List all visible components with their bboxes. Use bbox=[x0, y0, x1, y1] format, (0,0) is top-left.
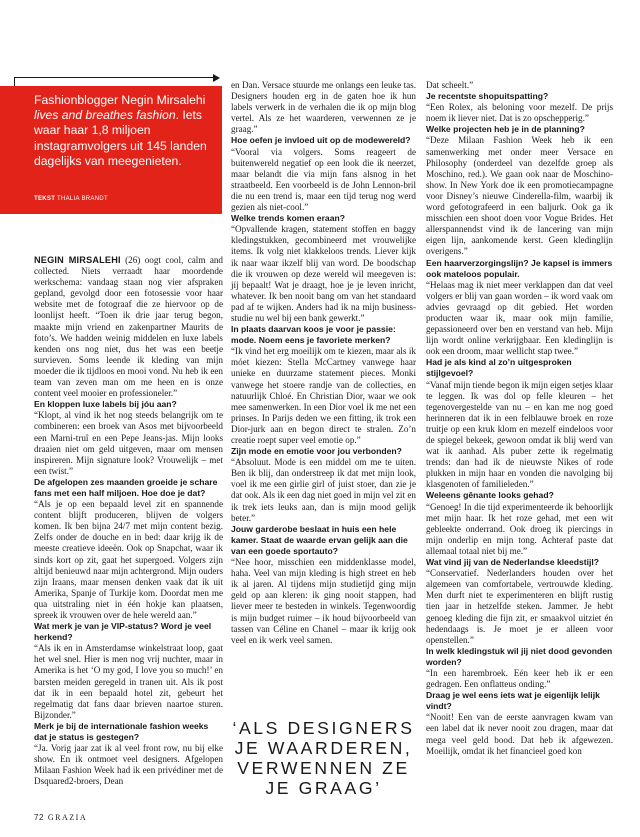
answer-paragraph: “Opvallende kragen, statement stoffen en baggy kledingstukken, gecombineerd met vrouwelijke items. Ik volg niet klakkeloos trends. Liever kijk ik naar waar ikzelf blij van word. De boodschap die ik vrouwen op deze wereld wil meegeven is: jíj bepaalt! Wat je draagt, hoe je je leven inricht, whatever. Ik ben nooit bang om van het standaard pad af te wijken. Anders had ik na mijn business-studie nu wel bij een bank gewerkt.” bbox=[231, 224, 416, 323]
answer-paragraph: “Vooral via volgers. Soms reageert de buitenwereld negatief op een look die ik neerzet, maar belandt die via mijn fans alsnog in het straatbeeld. Een voorbeeld is de John Lennon-bril die nu een trend is, maar een tijd terug nog werd gezien als niet-cool.” bbox=[231, 146, 416, 213]
answer-paragraph: “Klopt, al vind ik het nog steeds belangrijk om te combineren: een broek van Asos met bijvoorbeeld een Marni-truî en een Pepe Jeans-jas. Mijn looks draaien niet om geld uitgeven, maar om mensen inspireren. Mijn signature look? Vrouwelijk – met een twist.” bbox=[34, 410, 223, 476]
answer-paragraph: “Ja. Vorig jaar zat ik al veel front row, nu bij elke show. En ik ontmoet veel designers. Afgelopen Milaan Fashion Week had ik een privédiner met de Dsquared2-broers, Dean bbox=[34, 743, 223, 787]
frame-top-line bbox=[14, 77, 214, 78]
interview-question: De afgelopen zes maanden groeide je schare fans met een half miljoen. Hoe doe je dat? bbox=[34, 476, 218, 498]
pull-quote: ‘ALS DESIGNERS JE WAARDEREN, VERWENNEN ZE JE GRAAG’ bbox=[232, 718, 415, 798]
interview-question: En kloppen luxe labels bij jóu aan? bbox=[34, 399, 177, 410]
interview-question: Wat vind jij van de Nederlandse kleedstijl? bbox=[426, 557, 600, 568]
answer-paragraph: “Absoluut. Mode is een middel om me te uiten. Ben ik blij, dan onderstreep ik dat met mijn look, voel ik me een girlie girl of juist stoer, dan zie je dat ook. Als ik een dag niet goed in mijn vel zit en ik trek iets leuks aan, dan is mijn mood gelijk beter.” bbox=[231, 457, 416, 523]
answer-paragraph: en Dan. Versace stuurde me onlangs een leuke tas. Designers houden erg in de gaten hoe ik hun labels verwerk in de verhalen die ik op mijn blog vertel. Als ze het waarderen, verwennen ze je graag.” bbox=[231, 80, 416, 135]
interview-question: Had je als kind al zo’n uitgesproken stijlgevoel? bbox=[426, 357, 572, 379]
answer-paragraph: Dat scheelt.” bbox=[426, 80, 474, 90]
interview-question: Welke projecten heb je in de planning? bbox=[426, 124, 585, 135]
article-column-3 bbox=[426, 80, 613, 757]
answer-paragraph: “Deze Milaan Fashion Week heb ik een samenwerking met onder meer Versace en Philosophy (onderdeel van dezelfde groep als Moschino, red.). We gaan ook naar de Moschino-show. In New York doe ik een promotiecampagne voor Disney’s nieuwe Cinderella-film, waarbij ik word gefotografeerd in een baljurk. Ook ga ik misschien een shoot doen voor Vogue Brides. Het allerspannendst vind ik de lancering van mijn eigen lijn, aankomende kerst. Geen kledinglijn overigens.” bbox=[426, 135, 613, 257]
answer-paragraph: “Nooit! Een van de eerste aanvragen kwam van een label dat ik never nooit zou dragen, maar dat mega veel geld bood. Dat heb ik afgewezen. Moeilijk, omdat ik het financieel goed kon bbox=[426, 712, 613, 756]
article-column-2 bbox=[231, 80, 416, 646]
frame-arrow-right bbox=[213, 74, 220, 82]
lead-text: (26) oogt cool, calm and collected. Niets verraadt haar moordende werkschema: vandaag staan nog vier afspraken gepland, gevolgd door een fotosessie voor haar website met de fotograaf die ze hiervoor op de loonlijst heeft. “Toen ik drie jaar terug begon, maakte mijn vriend en zakenpartner Maurits de foto’s. We hadden weinig middelen en luxe labels kenden ons nog niet, dus het was een beetje survieven. Soms leende ik kleding van mijn moeder die ik tijdloos en mooi vond. Nu heb ik een team van zeven man om me heen en is onze content veel mooier en professioneler.” bbox=[34, 255, 223, 399]
interview-question: Welke trends komen eraan? bbox=[231, 213, 345, 224]
page-number: 72 bbox=[34, 813, 44, 822]
answer-paragraph: “Een Rolex, als beloning voor mezelf. De prijs noem ik liever niet. Dat is zo opschepperig.” bbox=[426, 102, 613, 124]
author-credit: TEKST THALIA BRANDT bbox=[34, 196, 108, 202]
interview-question: Zijn mode en emotie voor jou verbonden? bbox=[231, 446, 402, 457]
interview-question: Een haarverzorgingslijn? Je kapsel is immers ook mateloos populair. bbox=[426, 257, 613, 279]
interview-question: Hoe oefen je invloed uit op de modewereld? bbox=[231, 135, 411, 146]
answer-paragraph: “Als je op een bepaald level zit en spannende content blijft produceren, blijven de volgers komen. Ik ben bijna 24/7 met mijn content bezig. Zelfs onder de douche en in bed: daar krijg ik de meeste creatieve ideeën. Ook op Snapchat, waar ik sinds kort op zit, gaat het supergoed. Volgers zijn altijd benieuwd naar mijn achtergrond. Mijn ouders zijn Iraans, maar mensen denken vaak dat ik uit Amerika, Spanje of Turkije kom. Doordat men me qua uitstraling niet in één hokje kan plaatsen, spreek ik vrouwen over de hele wereld aan.” bbox=[34, 499, 223, 620]
interview-question: Wat merk je van je VIP-status? Word je veel herkend? bbox=[34, 621, 212, 643]
answer-paragraph: “Ik vind het erg moeilijk om te kiezen, maar als ik móet kiezen: Stella McCartney vanwege haar unieke en duurzame statement pieces. Monki vanwege het stoere randje van de collecties, en natuurlijk Chloé. En Christian Dior, waar we ook mee samenwerken. In een Dior voel ik me net een prinses. In Parijs deden we een fitting, ik trok een Dior-jurk aan en begon direct te stralen. Zo’n creatie roept super veel emotie op.” bbox=[231, 346, 416, 445]
interview-question: Je recentste shopuitspatting? bbox=[426, 91, 549, 102]
answer-paragraph: “Vanaf mijn tiende begon ik mijn eigen setjes klaar te leggen. Ik was dol op felle kleuren – het tegenovergestelde van nu – en kan me nog goed herinneren dat ik in een felblauwe broek en roze truitje op een kruk klom en mezelf eindeloos voor de spiegel bekeek, gewoon omdat ik blij werd van wat ik aanhad. Als puber zette ik regelmatig trends: dan had ik de nieuwste Nikes of rode plukken in mijn haar en vonden die navolging bij klasgenoten of familieleden.” bbox=[426, 379, 614, 490]
intro-box bbox=[0, 86, 222, 214]
interview-question: In plaats daarvan koos je voor je passie: mode. Noem eens je favoriete merken? bbox=[231, 324, 396, 346]
interviewee-name: NEGIN MIRSALEHI bbox=[34, 255, 121, 265]
answer-paragraph: “Als ik en in Amsterdamse winkelstraat loop, gaat het wel snel. Hier is men nog vrij nuchter, maar in Amerika is het ‘O my god, I love you so much!’ en barsten meiden geregeld in tranen uit. Als ik post dat ik in een bepaald hotel zit, gebeurt het regelmatig dat fans daar brieven naartoe sturen. Bijzonder.” bbox=[34, 643, 223, 720]
interview-question: In welk kledingstuk wil jij niet dood gevonden worden? bbox=[426, 645, 613, 667]
answer-paragraph: “Conservatief. Nederlanders houden over het algemeen van comfortabele, vertrouwde kleding. Men durft niet te experimenteren en blijft rustig tien jaar in hetzelfde steken. Jammer. Je hebt genoeg kleding die fijn zit, er smaakvol uitziet én hedendaags is. Je moet je er alleen voor openstellen.” bbox=[426, 568, 613, 645]
interview-question: Jouw garderobe beslaat in huis een hele kamer. Staat de waarde ervan gelijk aan die van een goede sportauto? bbox=[231, 523, 408, 556]
magazine-name: GRAZIA bbox=[47, 813, 88, 822]
interview-question: Weleens gênante looks gehad? bbox=[426, 490, 554, 501]
answer-paragraph: “Helaas mag ik niet meer verklappen dan dat veel volgers er blij van gaan worden – ik word vaak om advies gevraagd op dit gebied. Het worden producten waar ik, maar ook mijn familie, gepassioneerd over ben en verstand van heb. Mijn lijn wordt online verkrijgbaar. Een kledinglijn is ook een droom, maar wellicht stap twee.” bbox=[426, 279, 613, 357]
article-column-1 bbox=[34, 255, 223, 788]
lead-paragraph bbox=[34, 255, 223, 399]
answer-paragraph: “In een harembroek. Eén keer heb ik er een gedragen. Een onflatteus onding.” bbox=[426, 667, 613, 690]
answer-paragraph: “Genoeg! In die tijd experimenteerde ik behoorlijk met mijn haar. Ik het roze gehad, met een wit gebleekte onderrand. Ook droeg ik piercings in mijn onderlip en mijn tong. Achteraf paste dat allemaal totaal niet bij me.” bbox=[426, 501, 613, 556]
interview-question: Draag je wel eens iets wat je eigenlijk lelijk vindt? bbox=[426, 690, 600, 712]
interview-question: Merk je bij de internationale fashion weeks dat je status is gestegen? bbox=[34, 720, 209, 743]
intro-text: Fashionblogger Negin Mirsalehi lives and breathes fashion. Iets waar haar 1,8 miljoen instagramvolgers uit 145 landen dagelijks van meegenieten. bbox=[34, 93, 207, 168]
answer-paragraph: “Nee hoor, misschien een middenklasse model, haha. Veel van mijn kleding is high street en heb ik al jaren. Al tijdens mijn studietijd ging mijn geld op aan kleren: ik ging nooit stappen, had liever meer te besteden in winkels. Tegenwoordig is mijn budget ruimer – ik houd bijvoorbeeld van tassen van Céline en Chanel – maar ik krijg ook veel en ik werk veel samen. bbox=[231, 557, 416, 645]
page-footer bbox=[34, 813, 87, 822]
